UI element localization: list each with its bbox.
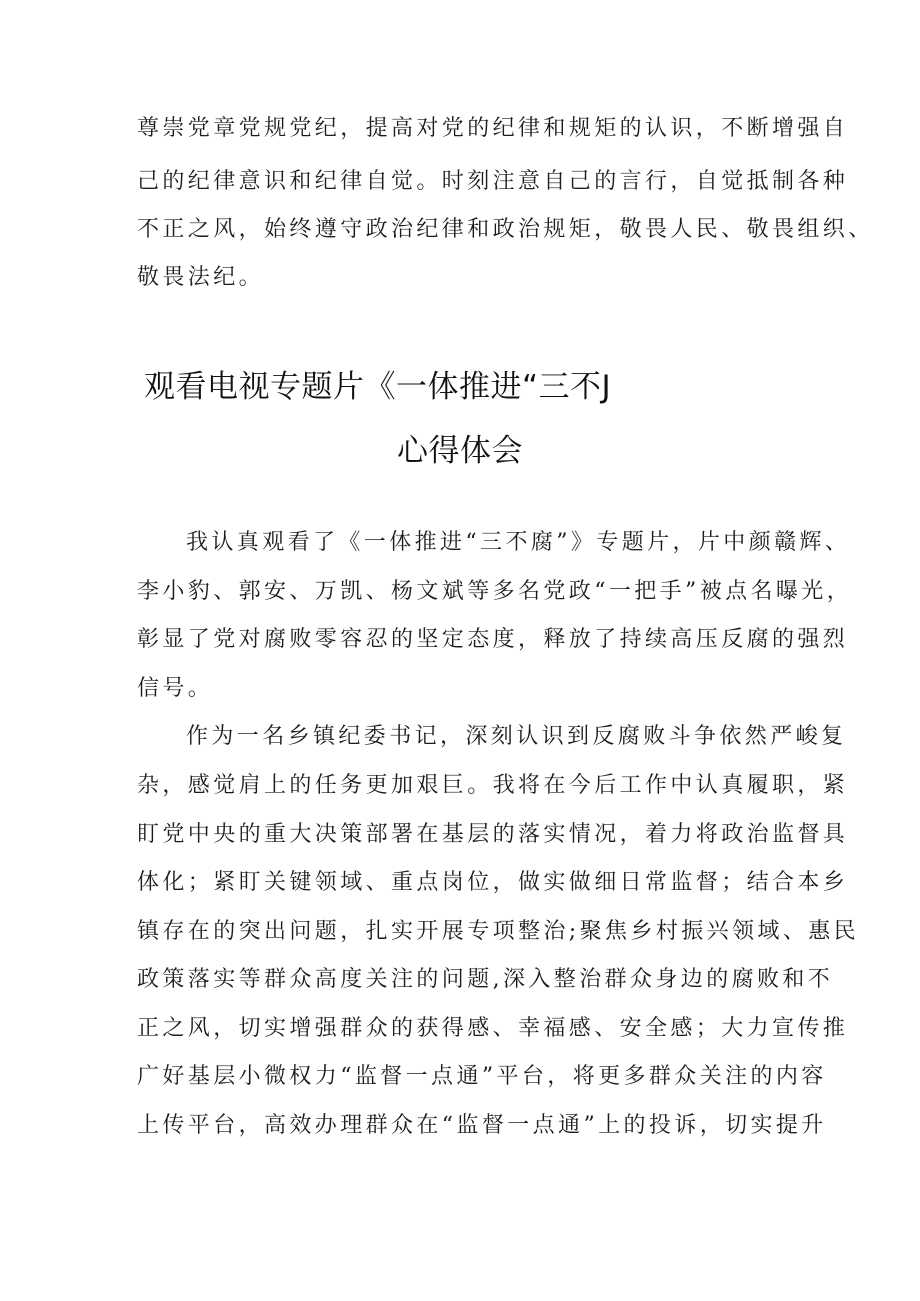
text-line: 盯党中央的重大决策部署在基层的落实情况，着力将政治监督具 <box>137 822 849 847</box>
text-line: 尊崇党章党规党纪，提高对党的纪律和规矩的认识，不断增强自 <box>137 116 849 141</box>
text-line: 上传平台，高效办理群众在“监督一点通”上的投诉，切实提升 <box>137 1113 827 1138</box>
text-line: 杂，感觉肩上的任务更加艰巨。我将在今后工作中认真履职，紧 <box>137 773 849 798</box>
article-title-line-2: 心得体会 <box>397 433 523 469</box>
text-line: 政策落实等群众高度关注的问题,深入整治群众身边的腐败和不 <box>137 967 834 992</box>
text-line: 李小豹、郭安、万凯、杨文斌等多名党政“一把手”被点名曝光， <box>137 579 853 604</box>
text-line: 作为一名乡镇纪委书记，深刻认识到反腐败斗争依然严峻复 <box>186 724 847 749</box>
text-line: 敬畏法纪。 <box>137 265 265 290</box>
text-line: 镇存在的突出问题，扎实开展专项整治;聚焦乡村振兴领域、惠民 <box>137 919 860 944</box>
article-title-line-1: 观看电视专题片《一体推进“三不J <box>144 369 612 405</box>
text-line: 信号。 <box>137 676 214 701</box>
text-line: 我认真观看了《一体推进“三不腐”》专题片，片中颜赣辉、 <box>186 530 851 555</box>
text-line: 体化；紧盯关键领域、重点岗位，做实做细日常监督；结合本乡 <box>137 870 849 895</box>
text-line: 正之风，切实增强群众的获得感、幸福感、安全感；大力宣传推 <box>137 1016 849 1041</box>
text-line: 不正之风，始终遵守政治纪律和政治规矩，敬畏人民、敬畏组织、 <box>137 217 874 242</box>
text-line: 己的纪律意识和纪律自觉。时刻注意自己的言行，自觉抵制各种 <box>137 169 849 194</box>
text-line: 彰显了党对腐败零容忍的坚定态度，释放了持续高压反腐的强烈 <box>137 627 849 652</box>
text-line: 广好基层小微权力“监督一点通”平台，将更多群众关注的内容 <box>137 1064 827 1089</box>
